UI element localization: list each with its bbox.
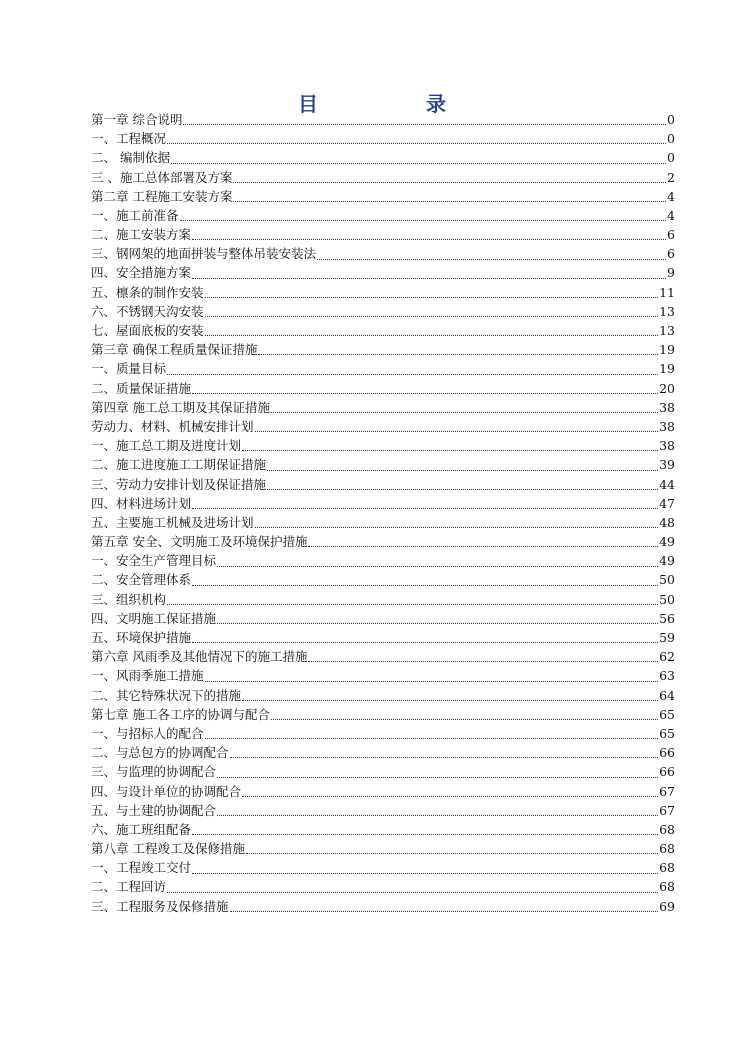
toc-entry-page-number: 9 [667,265,675,281]
toc-entry[interactable] [91,321,675,340]
dot-leader [233,200,666,202]
toc-entry-page-number: 50 [659,591,675,607]
dot-leader [217,776,658,778]
toc-entry-page-number: 38 [659,418,675,434]
toc-entry-page-number: 38 [659,399,675,415]
toc-entry-page-number: 13 [659,323,675,339]
toc-entry-label: 劳动力、材料、机械安排计划 [91,418,254,434]
toc-entry-label: 二、与总包方的协调配合 [91,745,229,761]
toc-entry[interactable] [91,820,675,839]
dot-leader [233,181,666,183]
toc-entry-label: 五、与土建的协调配合 [91,802,217,818]
dot-leader [230,756,659,758]
toc-entry-page-number: 66 [659,745,675,761]
toc-entry-page-number: 48 [659,514,675,530]
toc-entry-label: 第五章 安全、文明施工及环境保护措施 [91,534,308,550]
toc-entry[interactable] [91,110,675,129]
toc-entry[interactable] [91,475,675,494]
toc-entry-page-number: 63 [659,668,675,684]
dot-leader [205,680,659,682]
toc-entry-page-number: 67 [659,783,675,799]
toc-entry-page-number: 4 [667,188,675,204]
toc-entry[interactable] [91,743,675,762]
dot-leader [192,872,658,874]
toc-entry-label: 二、 编制依据 [91,150,170,166]
toc-entry-label: 四、材料进场计划 [91,495,192,511]
dot-leader [308,545,658,547]
toc-entry-page-number: 44 [659,476,675,492]
dot-leader [183,123,666,125]
dot-leader [317,258,666,260]
toc-entry[interactable] [91,647,675,666]
dot-leader [192,641,658,643]
toc-entry-label: 一、工程概况 [91,131,167,147]
toc-entry[interactable] [91,878,675,897]
toc-entry[interactable] [91,686,675,705]
toc-entry[interactable] [91,762,675,781]
dot-leader [271,411,658,413]
toc-entry-label: 第八章 工程竣工及保修措施 [91,841,245,857]
toc-entry-label: 一、工程竣工交付 [91,860,192,876]
toc-entry[interactable] [91,590,675,609]
toc-entry[interactable] [91,417,675,436]
toc-entry-page-number: 67 [659,802,675,818]
toc-entry[interactable] [91,513,675,532]
toc-entry[interactable] [91,379,675,398]
toc-entry-label: 七、屋面底板的安装 [91,323,204,339]
toc-entry-label: 四、文明施工保证措施 [91,610,217,626]
toc-entry[interactable] [91,283,675,302]
toc-entry-label: 一、质量目标 [91,361,167,377]
toc-entry-page-number: 62 [659,649,675,665]
dot-leader [205,737,659,739]
toc-entry[interactable] [91,571,675,590]
toc-entry-page-number: 64 [659,687,675,703]
toc-entry[interactable] [91,340,675,359]
toc-entry-label: 三、工程服务及保修措施 [91,898,229,914]
toc-entry[interactable] [91,129,675,148]
dot-leader [167,891,658,893]
toc-entry-page-number: 65 [659,706,675,722]
toc-entry[interactable] [91,206,675,225]
toc-entry[interactable] [91,494,675,513]
dot-leader [217,814,658,816]
toc-entry-label: 一、施工总工期及进度计划 [91,438,242,454]
toc-entry-label: 第一章 综合说明 [91,111,183,127]
dot-leader [267,469,658,471]
toc-entry-label: 二、质量保证措施 [91,380,192,396]
toc-entry[interactable] [91,187,675,206]
table-of-contents [91,110,675,916]
dot-leader [192,833,658,835]
dot-leader [205,315,659,317]
toc-entry[interactable] [91,801,675,820]
dot-leader [192,277,666,279]
toc-entry-page-number: 39 [659,457,675,473]
toc-entry-page-number: 69 [659,898,675,914]
dot-leader [171,162,666,164]
dot-leader [242,795,658,797]
dot-leader [167,603,658,605]
toc-entry[interactable] [91,264,675,283]
toc-entry[interactable] [91,839,675,858]
dot-leader [230,910,659,912]
dot-leader [192,584,658,586]
toc-entry-label: 五、檩条的制作安装 [91,284,204,300]
toc-entry[interactable] [91,551,675,570]
dot-leader [167,142,666,144]
dot-leader [242,699,658,701]
toc-entry-label: 四、安全措施方案 [91,265,192,281]
toc-entry-page-number: 66 [659,764,675,780]
toc-entry-page-number: 13 [659,303,675,319]
dot-leader [192,238,666,240]
toc-entry[interactable] [91,168,675,187]
toc-entry-page-number: 0 [667,131,675,147]
toc-entry-label: 二、安全管理体系 [91,572,192,588]
dot-leader [267,488,658,490]
toc-entry-label: 第七章 施工各工序的协调与配合 [91,706,270,722]
toc-entry-page-number: 65 [659,725,675,741]
toc-entry-label: 一、与招标人的配合 [91,725,204,741]
dot-leader [242,449,658,451]
dot-leader [205,334,659,336]
toc-entry-label: 第四章 施工总工期及其保证措施 [91,399,270,415]
toc-entry-page-number: 20 [659,380,675,396]
toc-entry-page-number: 0 [667,150,675,166]
toc-entry[interactable] [91,858,675,877]
toc-entry-page-number: 56 [659,610,675,626]
dot-leader [217,622,658,624]
toc-entry-label: 三、与监理的协调配合 [91,764,217,780]
toc-entry-page-number: 6 [667,227,675,243]
dot-leader [217,565,658,567]
toc-entry[interactable] [91,782,675,801]
toc-entry[interactable] [91,225,675,244]
toc-entry-page-number: 19 [659,342,675,358]
toc-entry-page-number: 50 [659,572,675,588]
toc-entry[interactable] [91,359,675,378]
toc-entry[interactable] [91,705,675,724]
toc-entry-page-number: 6 [667,246,675,262]
toc-entry-page-number: 19 [659,361,675,377]
toc-entry-label: 二、工程回访 [91,879,167,895]
toc-entry-label: 三、钢网架的地面拼装与整体吊装安装法 [91,246,317,262]
toc-entry-page-number: 0 [667,111,675,127]
toc-entry[interactable] [91,724,675,743]
toc-entry-label: 五、主要施工机械及进场计划 [91,514,254,530]
toc-entry-label: 三、组织机构 [91,591,167,607]
toc-entry-label: 二、施工安装方案 [91,227,192,243]
toc-entry-label: 一、风雨季施工措施 [91,668,204,684]
toc-entry-page-number: 49 [659,534,675,550]
toc-entry-label: 第六章 风雨季及其他情况下的施工措施 [91,649,308,665]
dot-leader [192,507,658,509]
dot-leader [308,660,658,662]
dot-leader [180,219,667,221]
toc-entry-label: 二、施工进度施工工期保证措施 [91,457,267,473]
dot-leader [192,392,658,394]
toc-entry[interactable] [91,628,675,647]
toc-entry-page-number: 38 [659,438,675,454]
toc-entry[interactable] [91,302,675,321]
toc-entry-page-number: 68 [659,841,675,857]
toc-entry[interactable] [91,532,675,551]
dot-leader [258,353,658,355]
toc-entry-page-number: 2 [667,169,675,185]
toc-entry-label: 六、施工班组配备 [91,821,192,837]
page-title: 目 录 [298,92,490,116]
toc-entry-page-number: 68 [659,860,675,876]
toc-entry-page-number: 4 [667,207,675,223]
toc-entry-label: 四、与设计单位的协调配合 [91,783,242,799]
toc-entry-page-number: 68 [659,879,675,895]
dot-leader [255,430,659,432]
toc-entry-label: 一、安全生产管理目标 [91,553,217,569]
dot-leader [246,852,658,854]
dot-leader [271,718,658,720]
toc-entry-label: 五、环境保护措施 [91,630,192,646]
toc-entry-label: 三 、施工总体部署及方案 [91,169,233,185]
toc-entry[interactable] [91,244,675,263]
toc-entry-page-number: 47 [659,495,675,511]
toc-entry-label: 六、不锈钢天沟安装 [91,303,204,319]
dot-leader [205,296,659,298]
toc-entry-page-number: 49 [659,553,675,569]
toc-entry[interactable] [91,609,675,628]
toc-entry-label: 一、施工前准备 [91,207,179,223]
toc-entry[interactable] [91,398,675,417]
toc-entry-label: 三、劳动力安排计划及保证措施 [91,476,267,492]
toc-entry[interactable] [91,148,675,167]
toc-entry-label: 第三章 确保工程质量保证措施 [91,342,258,358]
toc-entry-page-number: 59 [659,630,675,646]
toc-entry[interactable] [91,455,675,474]
toc-entry-page-number: 68 [659,821,675,837]
dot-leader [167,373,658,375]
toc-entry[interactable] [91,436,675,455]
toc-entry-page-number: 11 [659,284,675,300]
toc-entry-label: 第二章 工程施工安装方案 [91,188,233,204]
toc-entry[interactable] [91,666,675,685]
toc-entry-label: 二、其它特殊状况下的措施 [91,687,242,703]
dot-leader [255,526,659,528]
toc-entry[interactable] [91,897,675,916]
